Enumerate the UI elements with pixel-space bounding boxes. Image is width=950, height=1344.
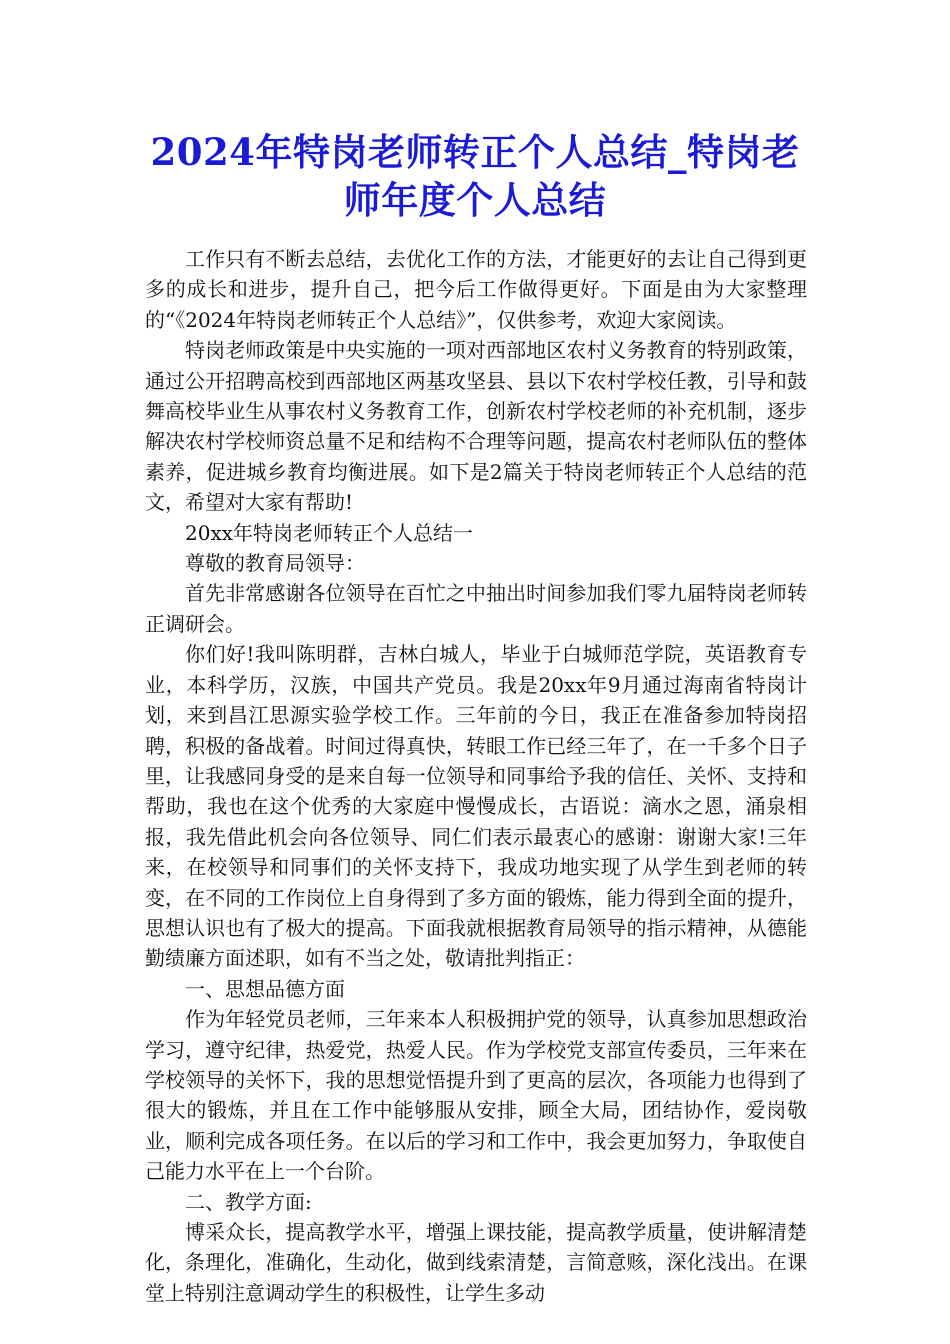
salutation: 尊敬的教育局领导： <box>185 551 365 576</box>
section-heading-ideology: 一、思想品德方面 <box>185 976 345 1001</box>
paragraph-policy: 特岗老师政策是中央实施的一项对西部地区农村义务教育的特别政策，通过公开招聘高校到西部地区两基攻坚县、县以下农村学校任教，引导和鼓舞高校毕业生从事农村义务教育工作，创新农村学校老师的补充机制，逐步解决农村学校师资总量不足和结构不合理等问题，提高农村老师队伍的整体素养，促进城乡教育均衡进展。如下是2篇关于特岗老师转正个人总结的范文，希望对大家有帮助! <box>145 338 807 515</box>
paragraph-ideology: 作为年轻党员老师，三年来本人积极拥护党的领导，认真参加思想政治学习，遵守纪律，热爱党，热爱人民。作为学校党支部宣传委员，三年来在学校领导的关怀下，我的思想觉悟提升到了更高的层次，各项能力也得到了很大的锻炼，并且在工作中能够服从安排，顾全大局，团结协作，爱岗敬业，顺利完成各项任务。在以后的学习和工作中，我会更加努力，争取使自己能力水平在上一个台阶。 <box>145 1007 807 1184</box>
paragraph-intro: 工作只有不断去总结，去优化工作的方法，才能更好的去让自己得到更多的成长和进步，提升自己，把今后工作做得更好。下面是由为大家整理的“《2024年特岗老师转正个人总结》”，仅供参考，欢迎大家阅读。 <box>145 247 807 332</box>
paragraph-thanks: 首先非常感谢各位领导在百忙之中抽出时间参加我们零九届特岗老师转正调研会。 <box>145 581 807 636</box>
paragraph-teaching: 博采众长，提高教学水平，增强上课技能，提高教学质量，使讲解清楚化，条理化，准确化，生动化，做到线索清楚，言简意赅，深化浅出。在课堂上特别注意调动学生的积极性，让学生多动 <box>145 1220 807 1305</box>
section-heading-teaching: 二、教学方面: <box>185 1189 312 1214</box>
paragraph-self-introduction: 你们好!我叫陈明群，吉林白城人，毕业于白城师范学院，英语教育专业，本科学历，汉族，中国共产党员。我是20xx年9月通过海南省特岗计划，来到昌江思源实验学校工作。三年前的今日，我正在准备参加特岗招聘，积极的备战着。时间过得真快，转眼工作已经三年了，在一千多个日子里，让我感同身受的是来自每一位领导和同事给予我的信任、关怀、支持和帮助，我也在这个优秀的大家庭中慢慢成长，古语说：滴水之恩，涌泉相报，我先借此机会向各位领导、同仁们表示最衷心的感谢：谢谢大家!三年来，在校领导和同事们的关怀支持下，我成功地实现了从学生到老师的转变，在不同的工作岗位上自身得到了多方面的锻炼，能力得到全面的提升，思想认识也有了极大的提高。下面我就根据教育局领导的指示精神，从德能勤绩廉方面述职，如有不当之处，敬请批判指正： <box>145 642 807 971</box>
document-title: 2024年特岗老师转正个人总结_特岗老师年度个人总结 <box>150 130 800 222</box>
section-heading-summary-one: 20xx年特岗老师转正个人总结一 <box>185 520 474 545</box>
document-body <box>145 244 807 1308</box>
